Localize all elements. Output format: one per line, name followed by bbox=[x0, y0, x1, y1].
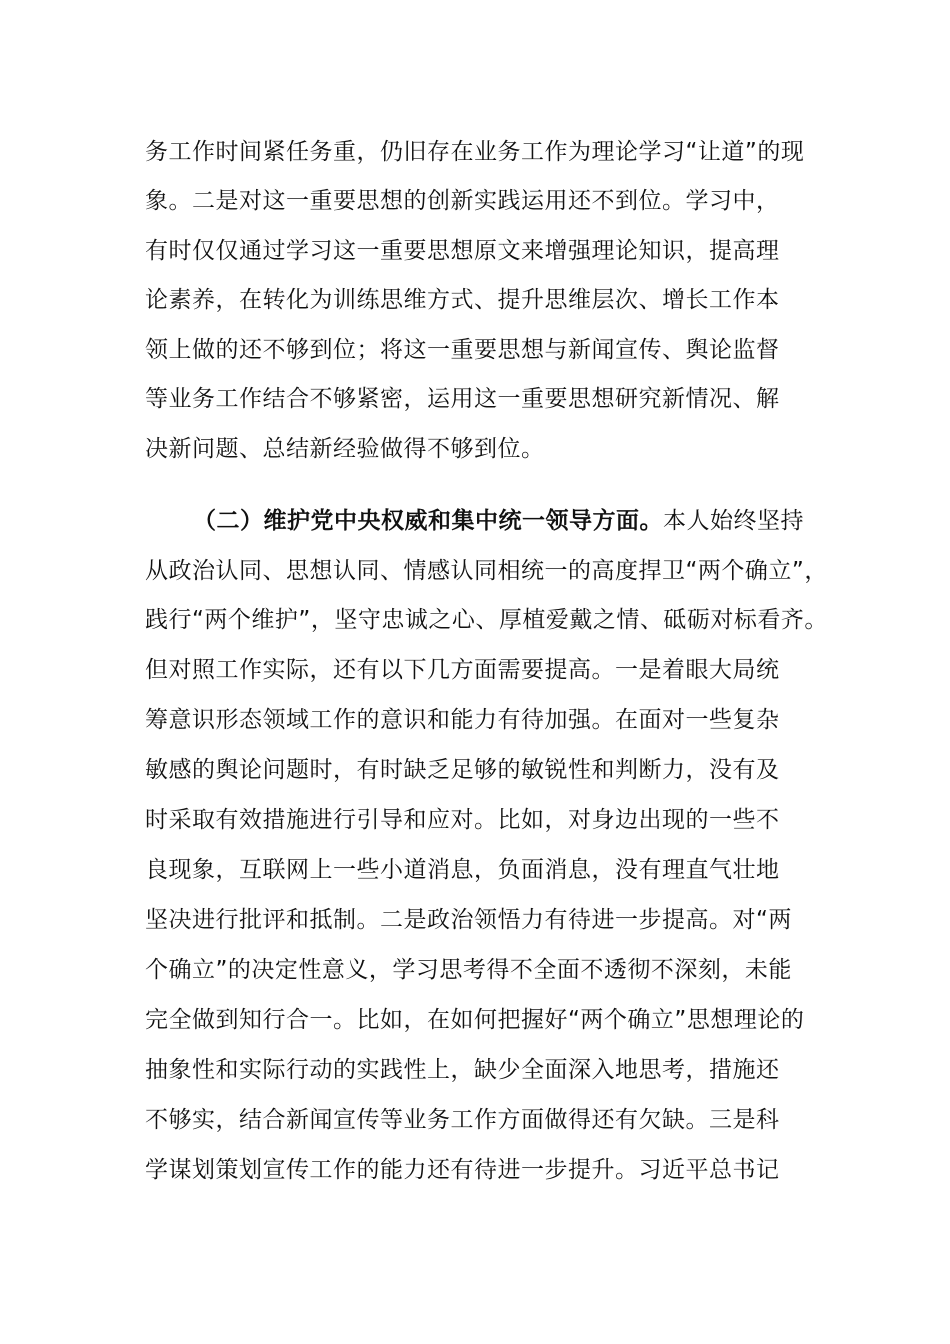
paragraph-1-line-2: 象。二是对这一重要思想的创新实践运用还不到位。学习中， bbox=[145, 188, 780, 214]
paragraph-2-line-7: 时采取有效措施进行引导和应对。比如，对身边出现的一些不 bbox=[145, 807, 780, 833]
paragraph-2-line-10: 个确立”的决定性意义，学习思考得不全面不透彻不深刻，未能 bbox=[145, 957, 792, 983]
paragraph-2-line-12: 抽象性和实际行动的实践性上，缺少全面深入地思考，措施还 bbox=[145, 1057, 780, 1083]
paragraph-2-line-13: 不够实，结合新闻宣传等业务工作方面做得还有欠缺。三是科 bbox=[145, 1107, 780, 1133]
paragraph-2-line-3: 践行“两个维护”，坚守忠诚之心、厚植爱戴之情、砥砺对标看齐。 bbox=[145, 607, 828, 633]
paragraph-1-line-6: 等业务工作结合不够紧密，运用这一重要思想研究新情况、解 bbox=[145, 386, 780, 412]
paragraph-2-line-5: 筹意识形态领域工作的意识和能力有待加强。在面对一些复杂 bbox=[145, 707, 780, 733]
paragraph-2-line-8: 良现象，互联网上一些小道消息，负面消息，没有理直气壮地 bbox=[145, 857, 780, 883]
paragraph-2-line-2: 从政治认同、思想认同、情感认同相统一的高度捍卫“两个确立”， bbox=[145, 558, 828, 584]
section-heading-continuation: 本人始终坚持 bbox=[663, 508, 804, 534]
paragraph-1-line-3: 有时仅仅通过学习这一重要思想原文来增强理论知识，提高理 bbox=[145, 238, 780, 264]
paragraph-2-first-line bbox=[193, 506, 804, 536]
paragraph-1-line-1: 务工作时间紧任务重，仍旧存在业务工作为理论学习“让道”的现 bbox=[145, 139, 805, 165]
paragraph-2-line-11: 完全做到知行合一。比如，在如何把握好“两个确立”思想理论的 bbox=[145, 1007, 805, 1033]
paragraph-1-line-7: 决新问题、总结新经验做得不够到位。 bbox=[145, 436, 545, 462]
paragraph-2-line-14: 学谋划策划宣传工作的能力还有待进一步提升。习近平总书记 bbox=[145, 1157, 780, 1183]
section-heading: （二）维护党中央权威和集中统一领导方面。 bbox=[193, 508, 663, 534]
paragraph-2-line-6: 敏感的舆论问题时，有时缺乏足够的敏锐性和判断力，没有及 bbox=[145, 757, 780, 783]
paragraph-2-line-4: 但对照工作实际，还有以下几方面需要提高。一是着眼大局统 bbox=[145, 657, 780, 683]
paragraph-2-line-9: 坚决进行批评和抵制。二是政治领悟力有待进一步提高。对“两 bbox=[145, 907, 792, 933]
paragraph-1-line-4: 论素养，在转化为训练思维方式、提升思维层次、增长工作本 bbox=[145, 287, 780, 313]
paragraph-1-line-5: 领上做的还不够到位；将这一重要思想与新闻宣传、舆论监督 bbox=[145, 337, 780, 363]
